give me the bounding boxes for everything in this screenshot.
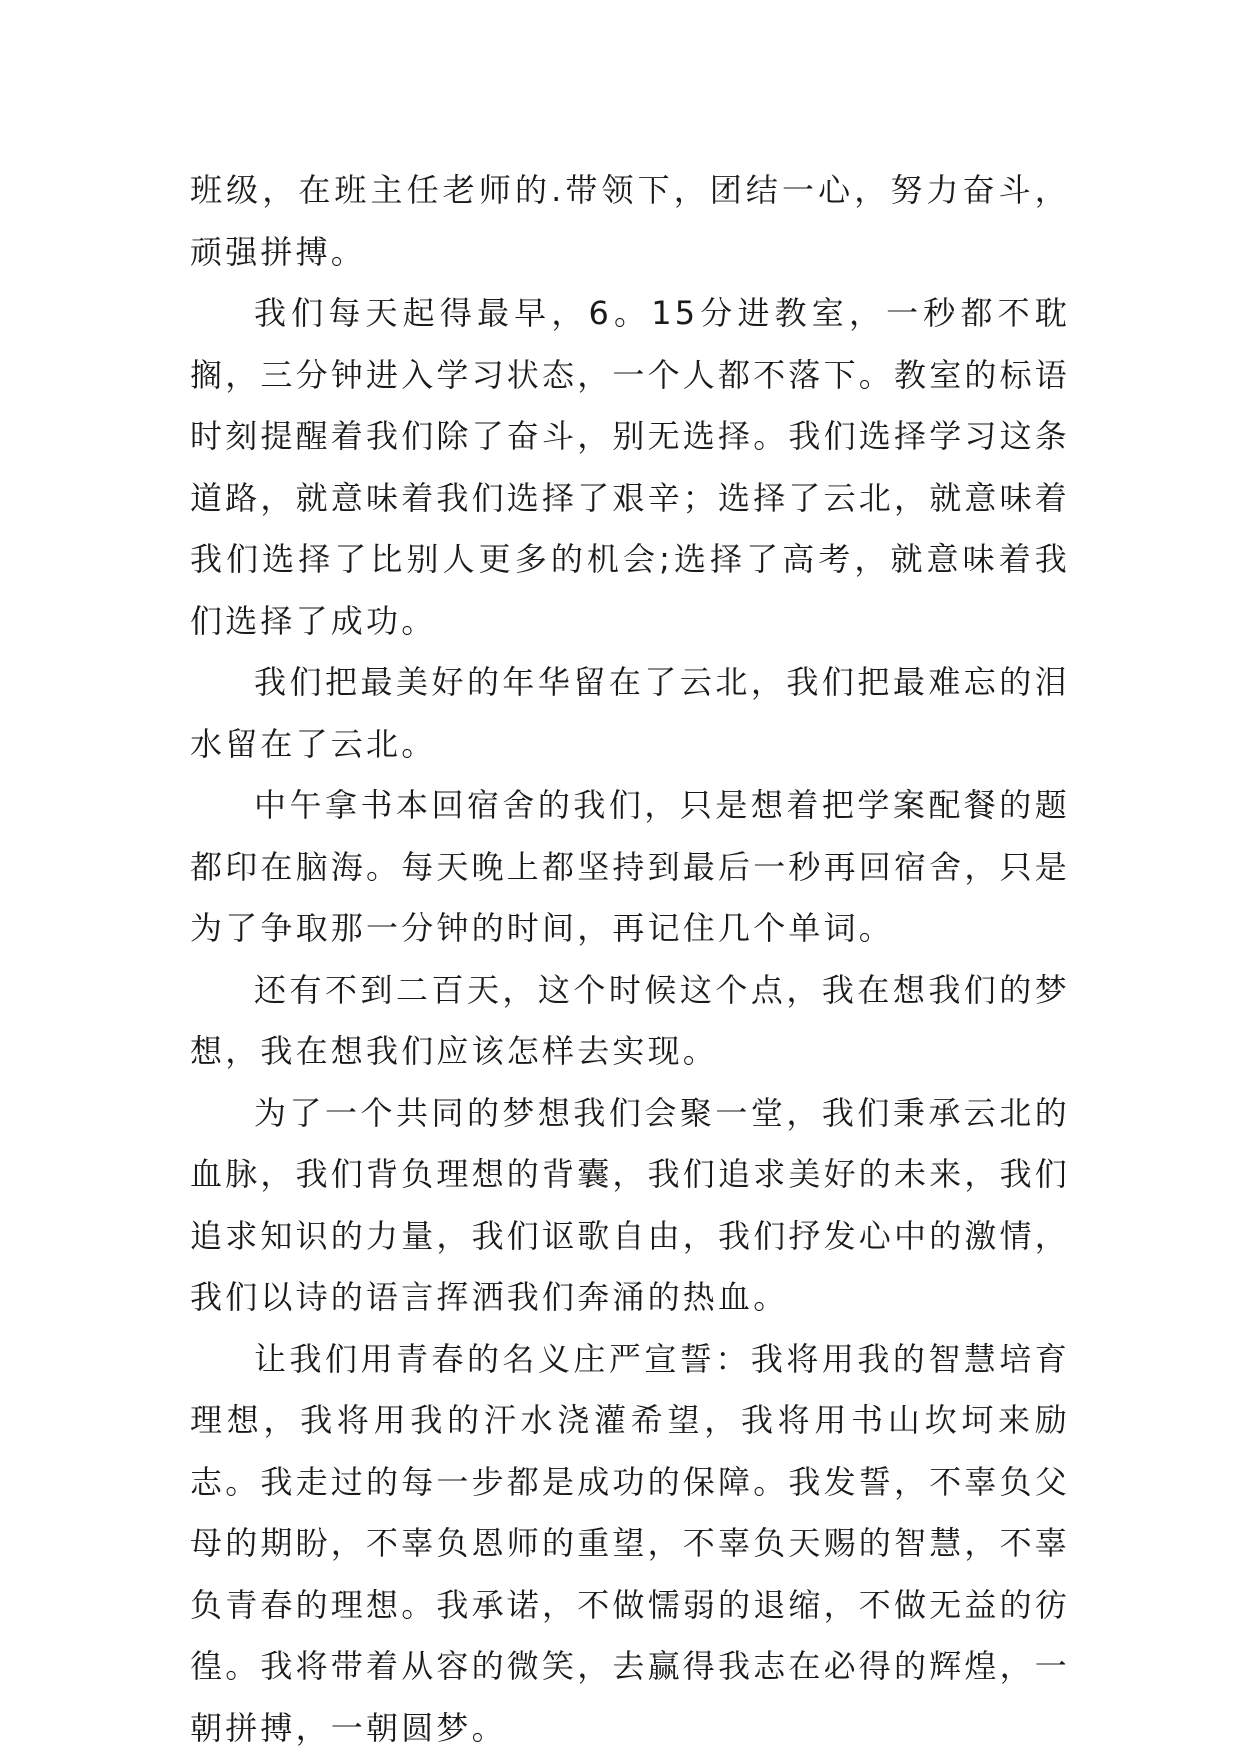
paragraph-3: 我们把最美好的年华留在了云北，我们把最难忘的泪水留在了云北。 <box>190 652 1070 775</box>
paragraph-7: 让我们用青春的名义庄严宣誓：我将用我的智慧培育理想，我将用我的汗水浇灌希望，我将用书山坎坷来励志。我走过的每一步都是成功的保障。我发誓，不辜负父母的期盼，不辜负恩师的重望，不辜负天赐的智慧，不辜负青春的理想。我承诺，不做懦弱的退缩，不做无益的彷徨。我将带着从容的微笑，去赢得我志在必得的辉煌，一朝拼搏，一朝圆梦。 <box>190 1329 1070 1759</box>
paragraph-5: 还有不到二百天，这个时候这个点，我在想我们的梦想，我在想我们应该怎样去实现。 <box>190 960 1070 1083</box>
paragraph-2: 我们每天起得最早，6。15分进教室，一秒都不耽搁，三分钟进入学习状态，一个人都不落下。教室的标语时刻提醒着我们除了奋斗，别无选择。我们选择学习这条道路，就意味着我们选择了艰辛；选择了云北，就意味着我们选择了比别人更多的机会;选择了高考，就意味着我们选择了成功。 <box>190 283 1070 652</box>
paragraph-6: 为了一个共同的梦想我们会聚一堂，我们秉承云北的血脉，我们背负理想的背囊，我们追求美好的未来，我们追求知识的力量，我们讴歌自由，我们抒发心中的激情，我们以诗的语言挥洒我们奔涌的热血。 <box>190 1083 1070 1329</box>
document-body <box>190 160 1070 1759</box>
paragraph-4: 中午拿书本回宿舍的我们，只是想着把学案配餐的题都印在脑海。每天晚上都坚持到最后一秒再回宿舍，只是为了争取那一分钟的时间，再记住几个单词。 <box>190 775 1070 960</box>
paragraph-1: 班级，在班主任老师的.带领下，团结一心，努力奋斗，顽强拼搏。 <box>190 160 1070 283</box>
